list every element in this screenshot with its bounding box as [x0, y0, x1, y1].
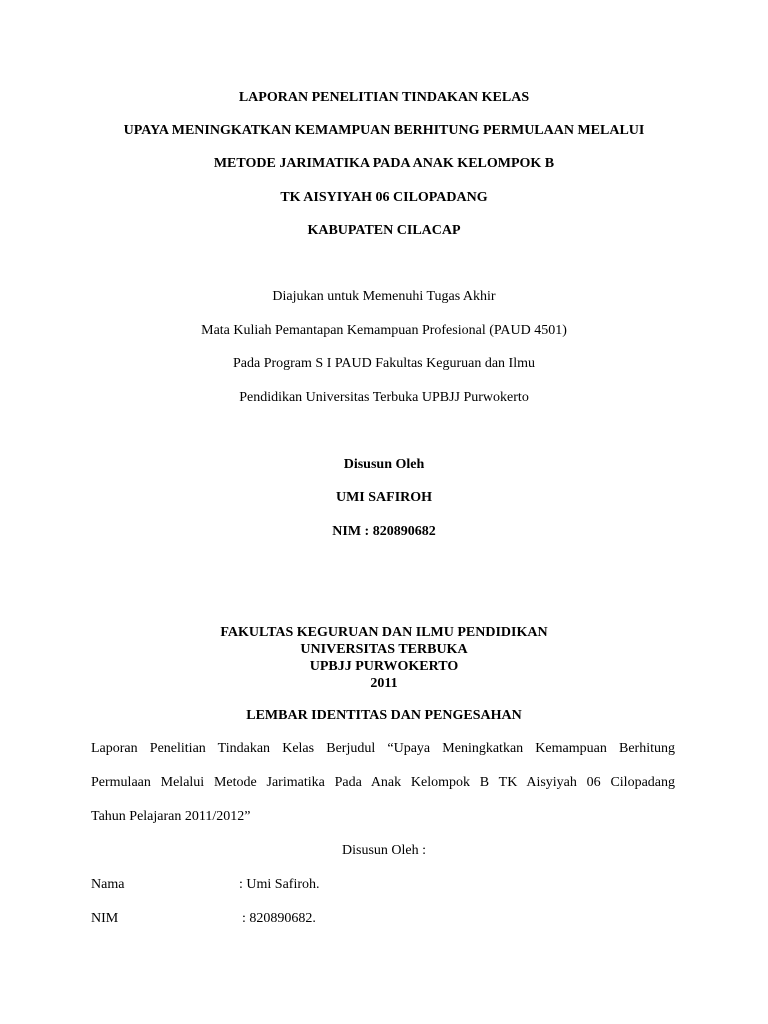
purpose-line-3: Pada Program S I PAUD Fakultas Keguruan dan Ilmu [232, 356, 535, 371]
institution-upbjj: UPBJJ PURWOKERTO [309, 659, 459, 674]
approval-intro-line-2: Permulaan Melalui Metode Jarimatika Pada Anak Kelompok B TK Aisyiyah 06 Cilopadang [91, 775, 675, 790]
name-label: Nama [91, 877, 125, 892]
author-nim: NIM : 820890682 [332, 524, 436, 539]
report-subtitle-line-1: UPAYA MENINGKATKAN KEMAMPUAN BERHITUNG PERMULAAN MELALUI [123, 123, 645, 138]
compiled-by-label: Disusun Oleh : [342, 843, 426, 858]
approval-intro-line-1: Laporan Penelitian Tindakan Kelas Berjudul “Upaya Meningkatkan Kemampuan Berhitung [91, 741, 675, 756]
institution-faculty: FAKULTAS KEGURUAN DAN ILMU PENDIDIKAN [220, 625, 548, 640]
purpose-line-1: Diajukan untuk Memenuhi Tugas Akhir [272, 289, 496, 304]
institution-university: UNIVERSITAS TERBUKA [300, 642, 468, 657]
author-heading: Disusun Oleh [343, 457, 425, 472]
approval-heading: LEMBAR IDENTITAS DAN PENGESAHAN [246, 708, 522, 723]
nim-value: : 820890682. [242, 911, 316, 926]
author-name: UMI SAFIROH [335, 490, 433, 505]
name-value: : Umi Safiroh. [239, 877, 320, 892]
purpose-line-4: Pendidikan Universitas Terbuka UPBJJ Purwokerto [239, 390, 529, 405]
nim-label: NIM [91, 911, 119, 926]
institution-year: 2011 [370, 676, 398, 691]
report-subtitle-line-3: TK AISYIYAH 06 CILOPADANG [280, 190, 488, 205]
approval-intro-line-3: Tahun Pelajaran 2011/2012” [91, 809, 251, 824]
report-subtitle-line-2: METODE JARIMATIKA PADA ANAK KELOMPOK B [213, 156, 555, 171]
purpose-line-2: Mata Kuliah Pemantapan Kemampuan Profesional (PAUD 4501) [201, 323, 567, 338]
report-title: LAPORAN PENELITIAN TINDAKAN KELAS [238, 90, 530, 105]
report-subtitle-line-4: KABUPATEN CILACAP [307, 223, 461, 238]
